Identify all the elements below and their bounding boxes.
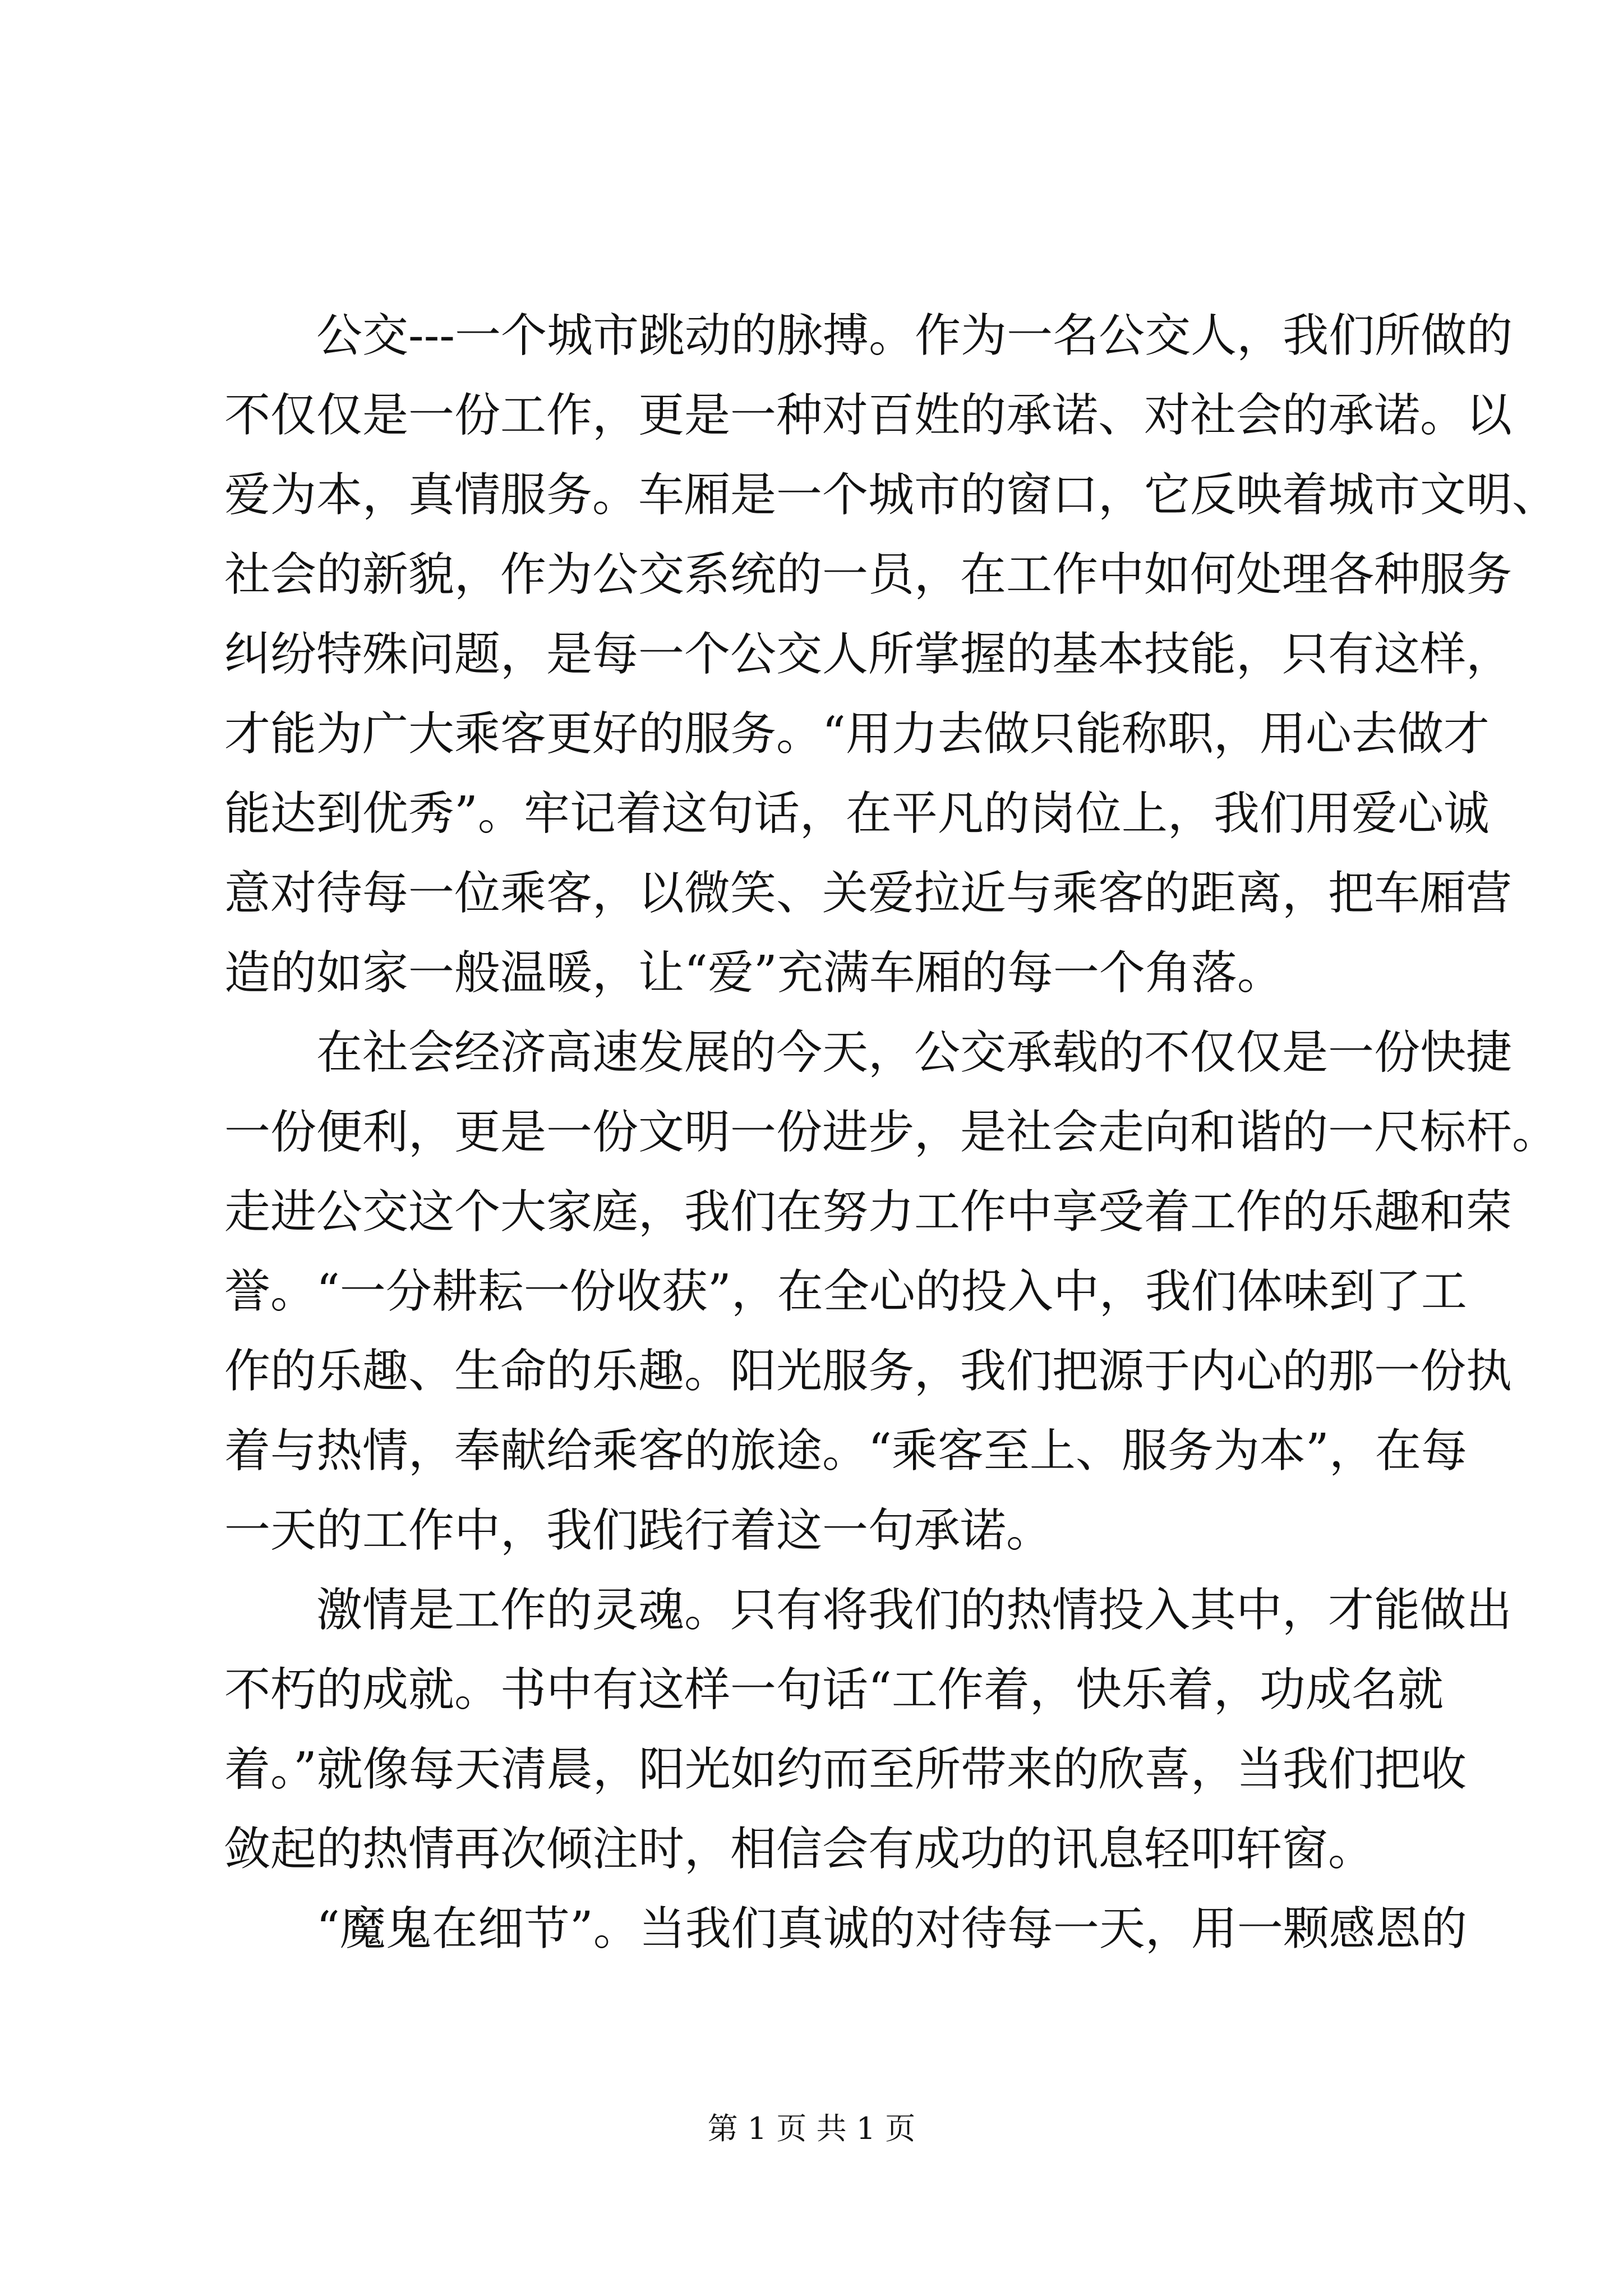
text-line: 一天的工作中，我们践行着这一句承诺。	[224, 1504, 1053, 1557]
text-line: 着。”就像每天清晨，阳光如约而至所带来的欣喜，当我们把收	[224, 1743, 1467, 1796]
text-line: 走进公交这个大家庭，我们在努力工作中享受着工作的乐趣和荣	[224, 1185, 1513, 1239]
text-line: 着与热情，奉献给乘客的旅途。“乘客至上、服务为本”，在每	[224, 1424, 1467, 1478]
text-line: 誉。“一分耕耘一份收获”，在全心的投入中，我们体味到了工	[224, 1265, 1467, 1318]
text-line: 造的如家一般温暖，让“爱”充满车厢的每一个角落。	[224, 946, 1283, 1000]
text-line: 公交---一个城市跳动的脉搏。作为一名公交人，我们所做的	[316, 309, 1513, 362]
text-line: 爱为本，真情服务。车厢是一个城市的窗口，它反映着城市文明、	[224, 468, 1559, 522]
text-line: “魔鬼在细节”。当我们真诚的对待每一天，用一颗感恩的	[316, 1902, 1467, 1955]
text-line: 能达到优秀”。牢记着这句话，在平凡的岗位上，我们用爱心诚	[224, 787, 1490, 840]
paragraph	[224, 1889, 1467, 1969]
text-line: 敛起的热情再次倾注时，相信会有成功的讯息轻叩轩窗。	[224, 1823, 1375, 1876]
text-line: 一份便利，更是一份文明一份进步，是社会走向和谐的一尺标杆。	[224, 1106, 1559, 1159]
text-line: 不仅仅是一份工作，更是一种对百姓的承诺、对社会的承诺。以	[224, 389, 1513, 442]
document-body	[224, 296, 1559, 1969]
text-line: 才能为广大乘客更好的服务。“用力去做只能称职，用心去做才	[224, 707, 1490, 761]
text-line: 不朽的成就。书中有这样一句话“工作着，快乐着，功成名就	[224, 1663, 1444, 1717]
text-line: 意对待每一位乘客，以微笑、关爱拉近与乘客的距离，把车厢营	[224, 867, 1513, 920]
text-line: 在社会经济高速发展的今天，公交承载的不仅仅是一份快捷	[316, 1026, 1513, 1079]
page-footer: 第 1 页 共 1 页	[707, 2111, 916, 2146]
paragraph	[224, 296, 1559, 1013]
text-line: 纠纷特殊问题，是每一个公交人所掌握的基本技能，只有这样，	[224, 628, 1513, 681]
paragraph	[224, 1571, 1513, 1889]
text-line: 作的乐趣、生命的乐趣。阳光服务，我们把源于内心的那一份执	[224, 1345, 1513, 1398]
paragraph	[224, 1013, 1559, 1571]
text-line: 社会的新貌，作为公交系统的一员，在工作中如何处理各种服务	[224, 548, 1513, 601]
text-line: 激情是工作的灵魂。只有将我们的热情投入其中，才能做出	[316, 1584, 1513, 1637]
